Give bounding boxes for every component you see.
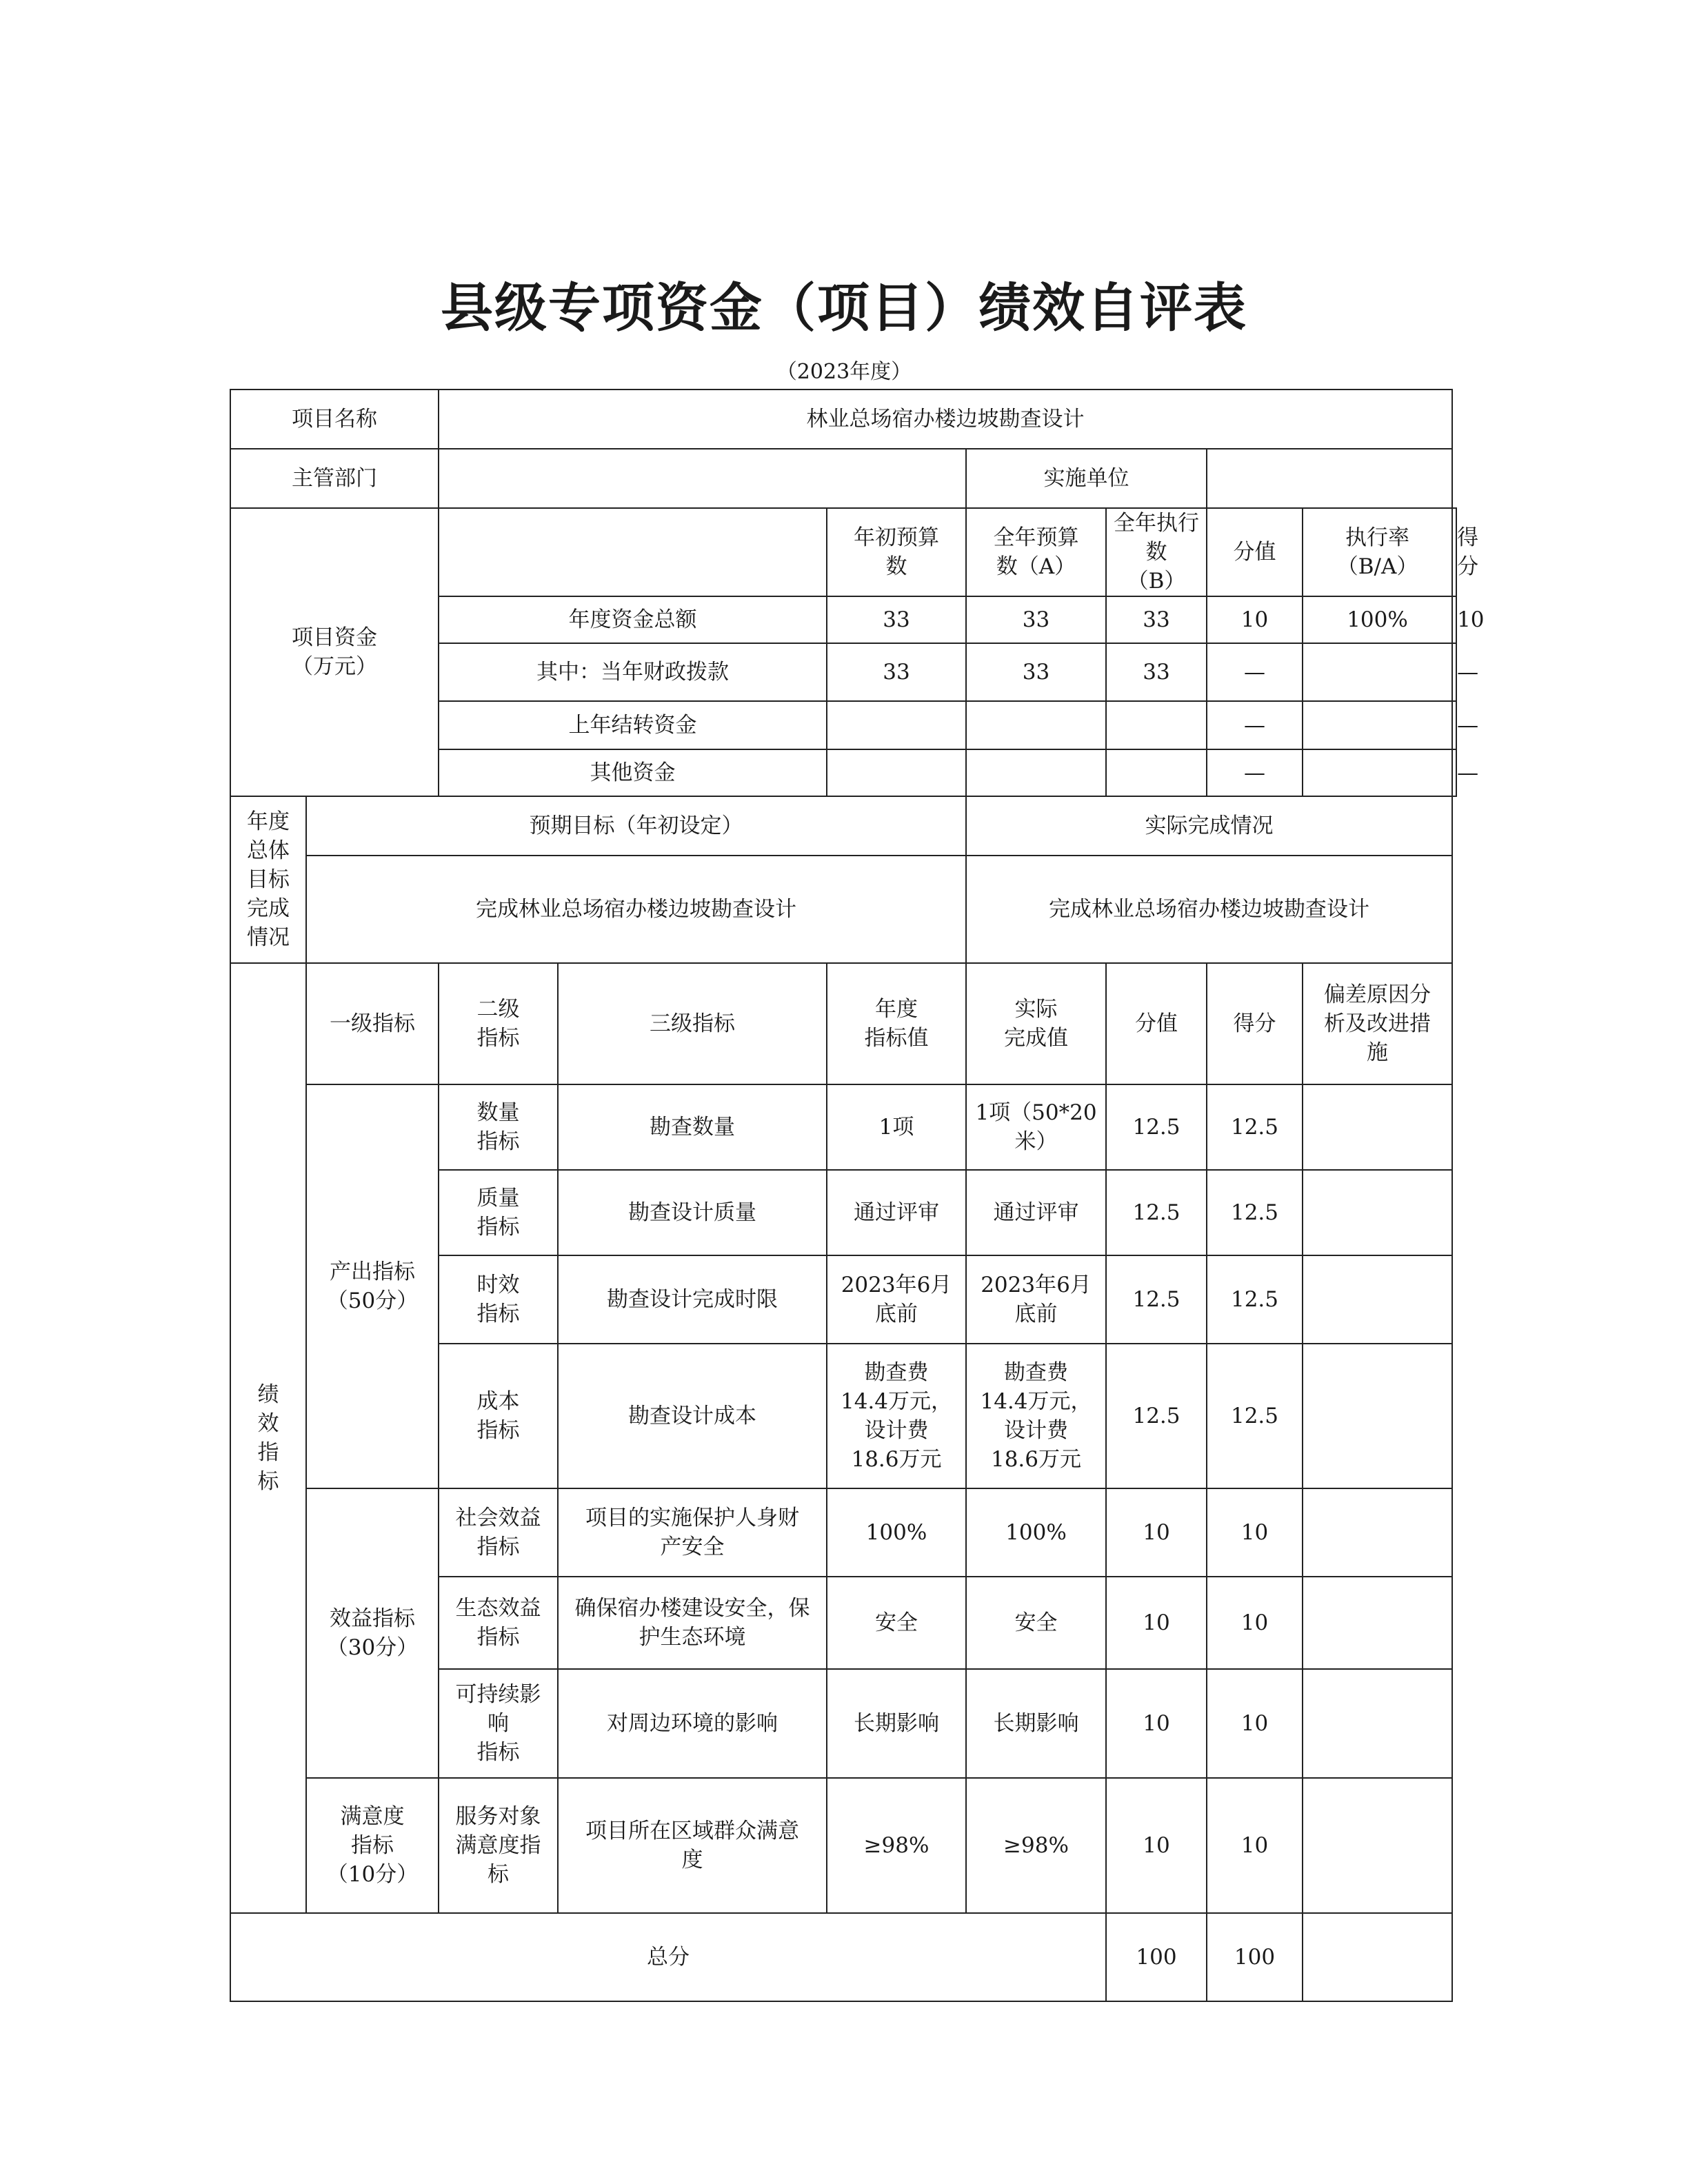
funds-score: — (1452, 749, 1456, 796)
level3-cell: 勘查设计质量 (558, 1170, 827, 1255)
funds-score-value: — (1207, 643, 1303, 701)
target-cell: 1项 (827, 1084, 966, 1170)
project-name-label: 项目名称 (230, 390, 439, 449)
header-level3: 三级指标 (558, 963, 827, 1084)
header-level2: 二级 指标 (439, 963, 558, 1084)
actual-cell: 通过评审 (966, 1170, 1106, 1255)
score-value-cell: 10 (1106, 1577, 1207, 1669)
level2-cell: 成本 指标 (439, 1344, 558, 1488)
funds-rate (1303, 643, 1452, 701)
funds-initial-budget (827, 749, 966, 796)
indicator-row (230, 1084, 1456, 1170)
department-label: 主管部门 (230, 449, 439, 508)
actual-cell: 100% (966, 1488, 1106, 1577)
funds-annual-budget: 33 (966, 596, 1106, 643)
header-deviation: 偏差原因分 析及改进措 施 (1303, 963, 1452, 1084)
funds-score: — (1452, 643, 1456, 701)
funds-rate (1303, 749, 1452, 796)
score-cell: 10 (1207, 1778, 1303, 1913)
satisfaction-group-label: 满意度 指标 （10分） (306, 1778, 439, 1913)
deviation-cell (1303, 1488, 1452, 1577)
score-cell: 10 (1207, 1488, 1303, 1577)
funds-initial-budget: 33 (827, 596, 966, 643)
funds-row-label: 其中：当年财政拨款 (439, 643, 827, 701)
level2-cell: 社会效益 指标 (439, 1488, 558, 1577)
header-actual: 实际 完成值 (966, 963, 1106, 1084)
project-name-row (230, 390, 1456, 449)
goals-expected: 完成林业总场宿办楼边坡勘查设计 (306, 856, 966, 963)
deviation-cell (1303, 1669, 1452, 1778)
goals-header-row (230, 796, 1456, 856)
level2-cell: 可持续影 响 指标 (439, 1669, 558, 1778)
funds-rate: 100% (1303, 596, 1452, 643)
actual-cell: 长期影响 (966, 1669, 1106, 1778)
funds-score: — (1452, 701, 1456, 749)
header-target: 年度 指标值 (827, 963, 966, 1084)
implementing-unit-label: 实施单位 (966, 449, 1207, 508)
goals-actual: 完成林业总场宿办楼边坡勘查设计 (966, 856, 1452, 963)
funds-score: 10 (1452, 596, 1456, 643)
score-value-cell: 12.5 (1106, 1170, 1207, 1255)
funds-label: 项目资金 （万元） (230, 508, 439, 796)
funds-header-initial-budget: 年初预算 数 (827, 508, 966, 596)
goals-expected-header: 预期目标（年初设定） (306, 796, 966, 856)
funds-header-annual-budget: 全年预算 数（A） (966, 508, 1106, 596)
level3-cell: 项目的实施保护人身财 产安全 (558, 1488, 827, 1577)
page-title: 县级专项资金（项目）绩效自评表 (441, 277, 1247, 338)
department-value (439, 449, 966, 508)
target-cell: 长期影响 (827, 1669, 966, 1778)
funds-header-score-value: 分值 (1207, 508, 1303, 596)
target-cell: 安全 (827, 1577, 966, 1669)
score-cell: 10 (1207, 1577, 1303, 1669)
level3-cell: 勘查设计成本 (558, 1344, 827, 1488)
target-cell: 通过评审 (827, 1170, 966, 1255)
score-cell: 12.5 (1207, 1084, 1303, 1170)
target-cell: 100% (827, 1488, 966, 1577)
level2-cell: 质量 指标 (439, 1170, 558, 1255)
deviation-cell (1303, 1577, 1452, 1669)
indicator-row (230, 1778, 1456, 1913)
funds-initial-budget (827, 701, 966, 749)
level3-cell: 项目所在区域群众满意 度 (558, 1778, 827, 1913)
total-score: 100 (1207, 1913, 1303, 2001)
funds-rate (1303, 701, 1452, 749)
funds-score-value: — (1207, 749, 1303, 796)
funds-row-label: 上年结转资金 (439, 701, 827, 749)
score-cell: 12.5 (1207, 1255, 1303, 1344)
funds-header-execution: 全年执行数 （B） (1106, 508, 1207, 596)
total-deviation (1303, 1913, 1452, 2001)
level2-cell: 生态效益 指标 (439, 1577, 558, 1669)
funds-header-row (230, 508, 1456, 596)
funds-row-label: 年度资金总额 (439, 596, 827, 643)
indicators-label: 绩 效 指 标 (230, 963, 306, 1913)
project-name-value: 林业总场宿办楼边坡勘查设计 (439, 390, 1452, 449)
score-cell: 12.5 (1207, 1344, 1303, 1488)
deviation-cell (1303, 1778, 1452, 1913)
score-value-cell: 12.5 (1106, 1344, 1207, 1488)
funds-header-score: 得分 (1452, 508, 1456, 596)
level3-cell: 对周边环境的影响 (558, 1669, 827, 1778)
actual-cell: 1项（50*20 米） (966, 1084, 1106, 1170)
funds-execution: 33 (1106, 643, 1207, 701)
level3-cell: 确保宿办楼建设安全，保 护生态环境 (558, 1577, 827, 1669)
level2-cell: 数量 指标 (439, 1084, 558, 1170)
target-cell: 2023年6月 底前 (827, 1255, 966, 1344)
level2-cell: 时效 指标 (439, 1255, 558, 1344)
funds-execution: 33 (1106, 596, 1207, 643)
score-value-cell: 10 (1106, 1778, 1207, 1913)
deviation-cell (1303, 1255, 1452, 1344)
evaluation-table (230, 389, 1485, 2002)
total-row (230, 1913, 1456, 2001)
funds-score-value: 10 (1207, 596, 1303, 643)
actual-cell: 勘查费 14.4万元， 设计费 18.6万元 (966, 1344, 1106, 1488)
level3-cell: 勘查数量 (558, 1084, 827, 1170)
funds-score-value: — (1207, 701, 1303, 749)
funds-header-blank (439, 508, 827, 596)
deviation-cell (1303, 1344, 1452, 1488)
deviation-cell (1303, 1170, 1452, 1255)
benefit-group-label: 效益指标 （30分） (306, 1488, 439, 1778)
funds-header-rate: 执行率 （B/A） (1303, 508, 1452, 596)
score-value-cell: 12.5 (1106, 1084, 1207, 1170)
header-score: 得分 (1207, 963, 1303, 1084)
funds-row-label: 其他资金 (439, 749, 827, 796)
actual-cell: ≥98% (966, 1778, 1106, 1913)
score-value-cell: 10 (1106, 1669, 1207, 1778)
actual-cell: 安全 (966, 1577, 1106, 1669)
funds-execution (1106, 701, 1207, 749)
score-cell: 12.5 (1207, 1170, 1303, 1255)
indicator-row (230, 1488, 1456, 1577)
actual-cell: 2023年6月 底前 (966, 1255, 1106, 1344)
goals-label: 年度 总体 目标 完成 情况 (230, 796, 306, 963)
output-group-label: 产出指标 （50分） (306, 1084, 439, 1488)
funds-execution (1106, 749, 1207, 796)
level2-cell: 服务对象 满意度指 标 (439, 1778, 558, 1913)
funds-annual-budget (966, 749, 1106, 796)
page-subtitle: （2023年度） (776, 360, 912, 384)
header-level1: 一级指标 (306, 963, 439, 1084)
total-score-value: 100 (1106, 1913, 1207, 2001)
funds-annual-budget: 33 (966, 643, 1106, 701)
score-value-cell: 12.5 (1106, 1255, 1207, 1344)
header-score-value: 分值 (1106, 963, 1207, 1084)
indicators-header-row (230, 963, 1456, 1084)
target-cell: 勘查费 14.4万元， 设计费 18.6万元 (827, 1344, 966, 1488)
goals-actual-header: 实际完成情况 (966, 796, 1452, 856)
total-label: 总分 (230, 1913, 1106, 2001)
score-value-cell: 10 (1106, 1488, 1207, 1577)
score-cell: 10 (1207, 1669, 1303, 1778)
deviation-cell (1303, 1084, 1452, 1170)
implementing-unit-value (1207, 449, 1452, 508)
level3-cell: 勘查设计完成时限 (558, 1255, 827, 1344)
funds-annual-budget (966, 701, 1106, 749)
goals-content-row (230, 856, 1456, 963)
funds-initial-budget: 33 (827, 643, 966, 701)
target-cell: ≥98% (827, 1778, 966, 1913)
department-row (230, 449, 1456, 508)
